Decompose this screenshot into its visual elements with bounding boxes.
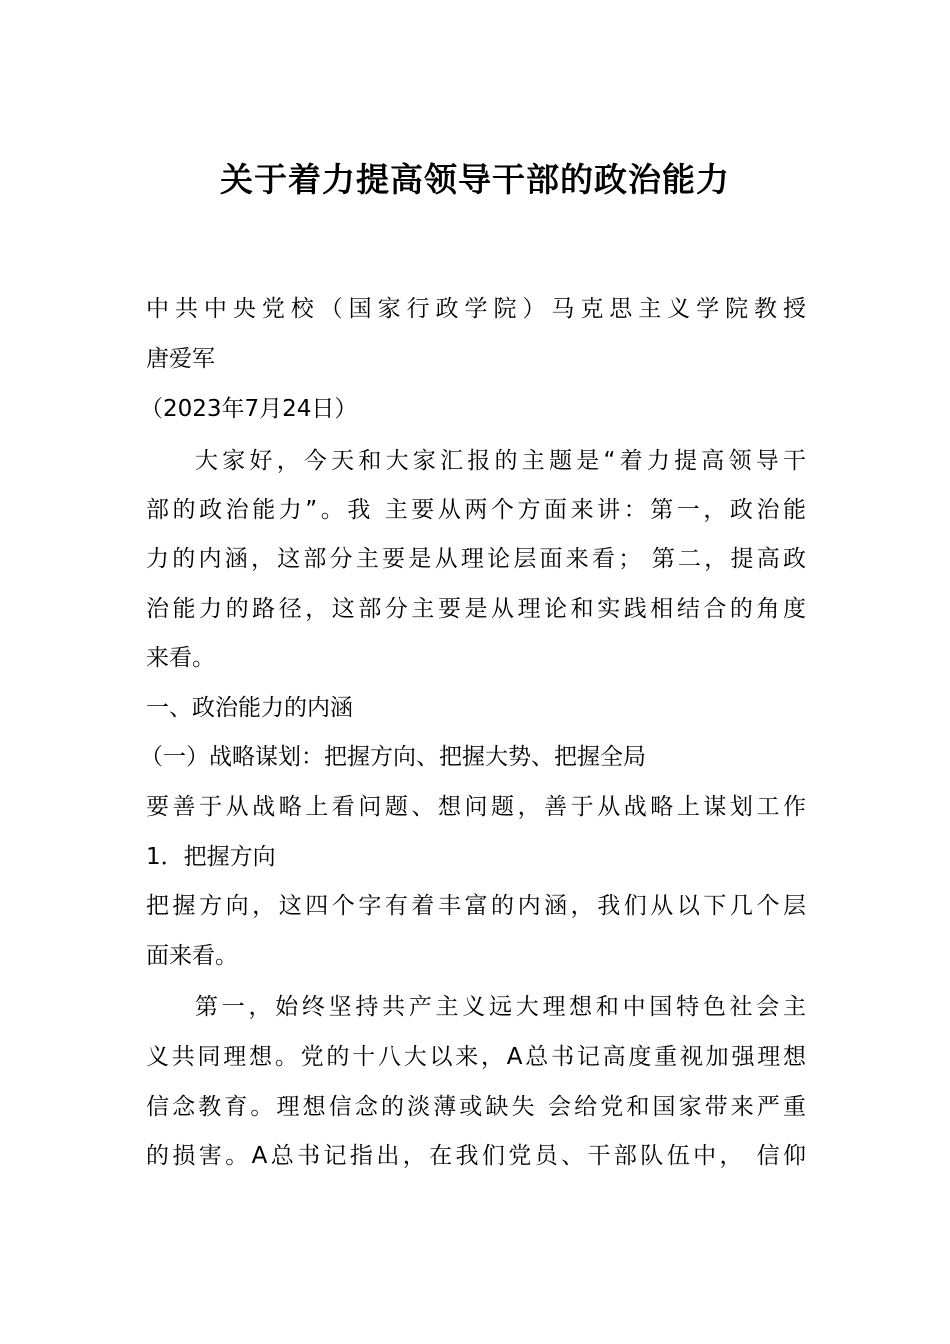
author-affiliation-line: 中共中央党校（国家行政学院）马克思主义学院教授 xyxy=(146,296,806,322)
paragraph-line: 第一，始终坚持共产主义远大理想和中国特色社会主 xyxy=(195,994,806,1020)
paragraph-line: 面来看。 xyxy=(146,943,238,969)
paragraph-line: 部的政治能力”。我 主要从两个方面来讲：第一，政治能 xyxy=(146,497,806,523)
paragraph-line: 来看。 xyxy=(146,645,215,671)
paragraph-line: 把握方向，这四个字有着丰富的内涵，我们从以下几个层 xyxy=(146,893,806,919)
document-title: 关于着力提高领导干部的政治能力 xyxy=(220,160,730,199)
author-name-line: 唐爱军 xyxy=(146,346,215,372)
paragraph-line: 大家好，今天和大家汇报的主题是“着力提高领导干 xyxy=(195,448,806,474)
paragraph-line: 要善于从战略上看问题、想问题，善于从战略上谋划工作 xyxy=(146,794,806,820)
numbered-heading: 1．把握方向 xyxy=(146,844,276,870)
paragraph-line: 信念教育。理想信念的淡薄或缺失 会给党和国家带来严重 xyxy=(146,1094,806,1120)
section-heading: 一、政治能力的内涵 xyxy=(146,695,353,721)
paragraph-line: 的损害。A总书记指出，在我们党员、干部队伍中， 信仰 xyxy=(146,1143,806,1169)
date-line: （2023年7月24日） xyxy=(140,396,358,422)
paragraph-line: 力的内涵，这部分主要是从理论层面来看； 第二，提高政 xyxy=(146,546,806,572)
paragraph-line: 治能力的路径，这部分主要是从理论和实践相结合的角度 xyxy=(146,596,806,622)
paragraph-line: 义共同理想。党的十八大以来，A总书记高度重视加强理想 xyxy=(146,1044,806,1070)
subsection-heading: （一）战略谋划：把握方向、把握大势、把握全局 xyxy=(140,744,646,770)
